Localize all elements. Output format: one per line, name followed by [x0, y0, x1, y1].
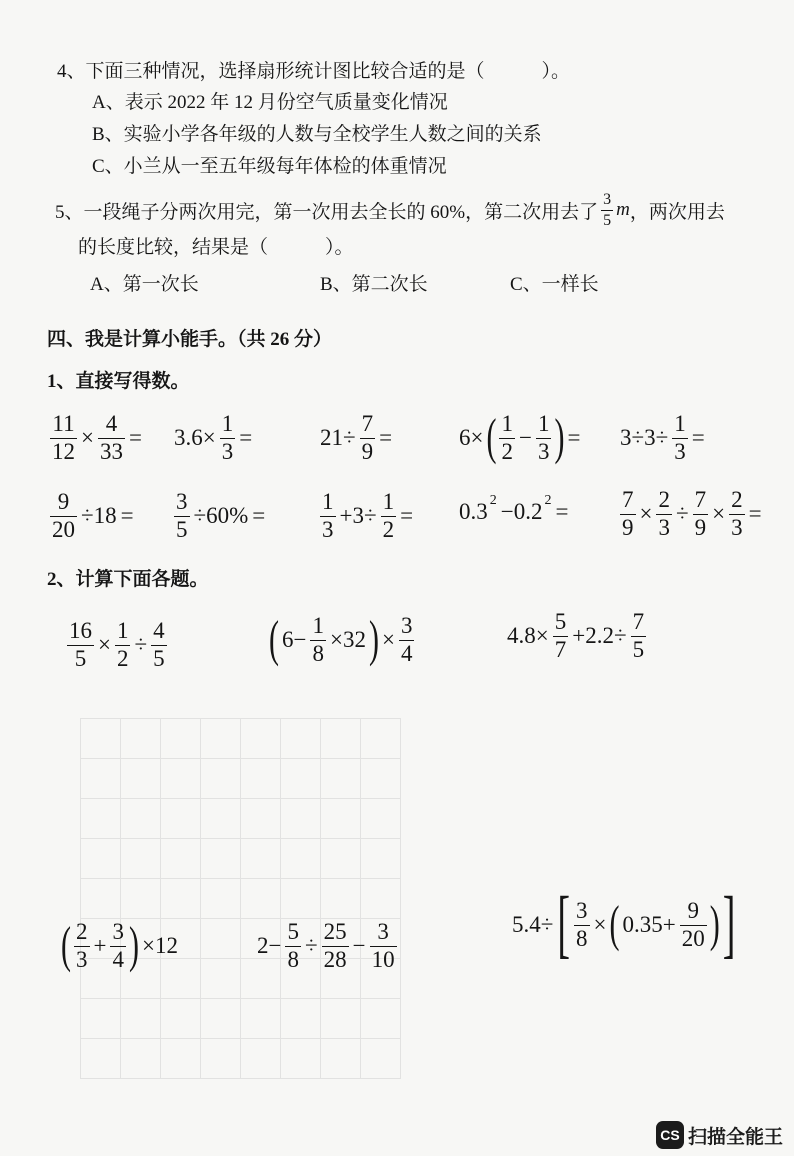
denominator: 10: [371, 946, 395, 972]
fraction: [74, 920, 90, 973]
denominator: 20: [681, 925, 705, 951]
fraction: [601, 191, 613, 229]
section-4-title: 四、我是计算小能手。（共 26 分）: [47, 329, 333, 350]
fraction: [620, 488, 636, 541]
denominator: 3: [658, 514, 670, 540]
math-text: =: [120, 503, 134, 528]
bracket: ): [368, 611, 379, 668]
unit-text: m: [616, 199, 630, 220]
fraction: [174, 490, 190, 543]
cs-logo-icon: CS: [656, 1121, 684, 1149]
math-text: ×32: [329, 627, 366, 652]
fraction: [285, 920, 301, 973]
numerator: 3: [176, 488, 188, 514]
math-text: 5.4÷: [512, 912, 554, 937]
question-5-stem-line-1: [55, 188, 725, 232]
oral-calc-6: [48, 488, 136, 544]
math-text: +2.2÷: [572, 623, 627, 648]
question-5-option-b: B、第二次长: [320, 274, 428, 295]
fraction: [399, 614, 415, 667]
math-text: =: [400, 503, 414, 528]
bracket: ]: [722, 883, 736, 967]
math-text: ×: [712, 501, 726, 526]
part-1-label: 1、直接写得数。: [47, 371, 190, 392]
oral-calc-7: [172, 488, 267, 544]
written-calc-1: [65, 617, 169, 673]
oral-calc-9: [457, 484, 570, 540]
math-text: =: [379, 425, 393, 450]
question-5-option-c: C、一样长: [510, 274, 599, 295]
numerator: 1: [674, 410, 686, 436]
oral-calc-2: [172, 410, 254, 466]
numerator: 1: [322, 488, 334, 514]
bracket: (: [486, 409, 497, 466]
fraction: [322, 920, 349, 973]
denominator: 5: [153, 645, 165, 671]
math-text: ×: [639, 501, 653, 526]
fraction: [370, 920, 397, 973]
math-text: ÷18: [81, 503, 117, 528]
numerator: 3: [400, 612, 413, 638]
math-text: ×12: [141, 933, 178, 958]
numerator: 5: [554, 608, 567, 634]
numerator: 2: [76, 918, 88, 944]
math-text: =: [748, 501, 762, 526]
numerator: 1: [116, 617, 129, 643]
oral-calc-8: [318, 488, 415, 544]
numerator: 25: [323, 918, 347, 944]
superscript: 2: [544, 493, 552, 508]
math-text: =: [252, 503, 266, 528]
math-text: ，两次用去: [629, 201, 725, 223]
fraction: [536, 412, 552, 465]
fraction: [310, 614, 326, 667]
math-text: ×: [381, 627, 395, 652]
denominator: 3: [76, 946, 88, 972]
numerator: 2: [658, 486, 670, 512]
math-text: 3.6×: [174, 425, 216, 450]
math-text: =: [128, 425, 142, 450]
numerator: 4: [105, 410, 118, 436]
numerator: 3: [576, 897, 588, 923]
denominator: 5: [632, 636, 645, 662]
written-calc-2: [268, 612, 416, 668]
fraction: [220, 412, 236, 465]
numerator: 1: [501, 410, 513, 436]
denominator: 3: [322, 516, 334, 542]
part-2-label: 2、计算下面各题。: [47, 569, 209, 590]
math-text: 0.3: [459, 499, 488, 524]
math-text: 4.8×: [507, 623, 549, 648]
denominator: 9: [361, 438, 374, 464]
denominator: 2: [116, 645, 129, 671]
written-calc-6: [510, 883, 737, 967]
numerator: 9: [687, 897, 699, 923]
written-calc-5: [255, 918, 399, 974]
scanner-watermark-logo: [656, 1121, 783, 1149]
math-text: 6−: [282, 627, 307, 652]
numerator: 2: [731, 486, 743, 512]
numerator: 11: [52, 410, 75, 436]
denominator: 3: [221, 438, 234, 464]
fraction: [50, 412, 77, 465]
denominator: 9: [622, 514, 634, 540]
math-text: =: [555, 499, 569, 524]
numerator: 1: [537, 410, 550, 436]
math-text: 0.35+: [622, 912, 676, 937]
oral-calc-10: [618, 486, 764, 542]
math-text: ×: [81, 425, 94, 450]
denominator: 28: [323, 946, 347, 972]
bracket: (: [269, 611, 279, 668]
math-text: ÷: [134, 632, 148, 657]
denominator: 2: [501, 438, 513, 464]
fraction: [553, 610, 569, 663]
math-text: =: [691, 425, 705, 450]
denominator: 3: [537, 438, 550, 464]
numerator: 3: [112, 918, 124, 944]
oral-calc-4: [457, 410, 582, 466]
denominator: 5: [176, 516, 188, 542]
fraction: [574, 899, 590, 952]
fraction: [672, 412, 688, 465]
numerator: 3: [603, 191, 612, 209]
denominator: 20: [52, 516, 75, 542]
written-calc-3: [505, 608, 648, 664]
numerator: 7: [632, 608, 645, 634]
fraction: [656, 488, 672, 541]
fraction: [729, 488, 745, 541]
denominator: 12: [52, 438, 75, 464]
bracket: ): [709, 896, 720, 953]
math-text: 3÷3÷: [620, 425, 669, 450]
denominator: 7: [554, 636, 567, 662]
fraction: [381, 490, 397, 543]
superscript: 2: [489, 493, 497, 508]
denominator: 4: [112, 946, 124, 972]
oral-calc-3: [318, 410, 394, 466]
question-4-option-b: B、实验小学各年级的人数与全校学生人数之间的关系: [92, 124, 542, 145]
fraction: [499, 412, 515, 465]
fraction: [115, 619, 131, 672]
denominator: 3: [731, 514, 743, 540]
math-text: 6×: [459, 425, 484, 450]
numerator: 7: [361, 410, 374, 436]
bracket: [: [557, 883, 571, 967]
denominator: 33: [99, 438, 123, 464]
fraction: [110, 920, 126, 973]
question-4-option-a: A、表示 2022 年 12 月份空气质量变化情况: [92, 92, 448, 113]
fraction: [360, 412, 376, 465]
question-5-option-a: A、第一次长: [90, 274, 199, 295]
numerator: 9: [57, 488, 70, 514]
math-text: 2−: [257, 933, 282, 958]
fraction: [67, 619, 94, 672]
numerator: 1: [221, 410, 234, 436]
written-calc-4: [60, 918, 180, 974]
numerator: 7: [622, 486, 634, 512]
math-text: 5、一段绳子分两次用完，第一次用去全长的 60%，第二次用去了: [55, 201, 599, 223]
math-text: =: [567, 425, 581, 450]
fraction: [693, 488, 709, 541]
math-text: −0.2: [500, 499, 543, 524]
numerator: 5: [287, 918, 299, 944]
denominator: 8: [312, 640, 324, 666]
numerator: 1: [312, 612, 324, 638]
fraction: [631, 610, 647, 663]
fraction: [680, 899, 707, 952]
math-text: ÷60%: [193, 503, 249, 528]
bracket: (: [609, 896, 620, 953]
denominator: 4: [400, 640, 413, 666]
fraction: [98, 412, 125, 465]
denominator: 5: [603, 211, 612, 229]
bracket: (: [61, 917, 71, 974]
math-text: ×: [593, 912, 607, 937]
denominator: 5: [67, 645, 94, 672]
bracket: ): [128, 917, 139, 974]
math-text: +: [93, 933, 107, 958]
denominator: 3: [674, 438, 686, 464]
math-text: ÷: [675, 501, 689, 526]
bracket: ): [554, 409, 565, 466]
bleed-through-grid: [80, 718, 401, 1079]
oral-calc-1: [48, 410, 144, 466]
math-text: −: [518, 425, 532, 450]
denominator: 9: [694, 514, 707, 540]
math-text: =: [239, 425, 253, 450]
fraction: [151, 619, 167, 672]
numerator: 4: [153, 617, 165, 643]
denominator: 8: [576, 925, 588, 951]
math-text: −: [352, 933, 366, 958]
question-4-option-c: C、小兰从一至五年级每年体检的体重情况: [92, 156, 447, 177]
logo-text: 扫描全能王: [688, 1126, 784, 1148]
question-5-stem-line-2: 的长度比较，结果是（ ）。: [78, 237, 354, 258]
math-text: ×: [98, 632, 111, 657]
math-text: +3÷: [339, 503, 377, 528]
denominator: 8: [287, 946, 299, 972]
fraction: [50, 490, 77, 543]
numerator: 16: [69, 617, 92, 643]
oral-calc-5: [618, 410, 707, 466]
question-4-stem: 4、下面三种情况，选择扇形统计图比较合适的是（ ）。: [57, 61, 571, 82]
fraction: [320, 490, 336, 543]
numerator: 1: [382, 488, 395, 514]
numerator: 7: [694, 486, 707, 512]
math-text: ÷: [304, 933, 318, 958]
math-text: 21÷: [320, 425, 356, 450]
denominator: 2: [382, 516, 395, 542]
numerator: 3: [377, 918, 389, 944]
